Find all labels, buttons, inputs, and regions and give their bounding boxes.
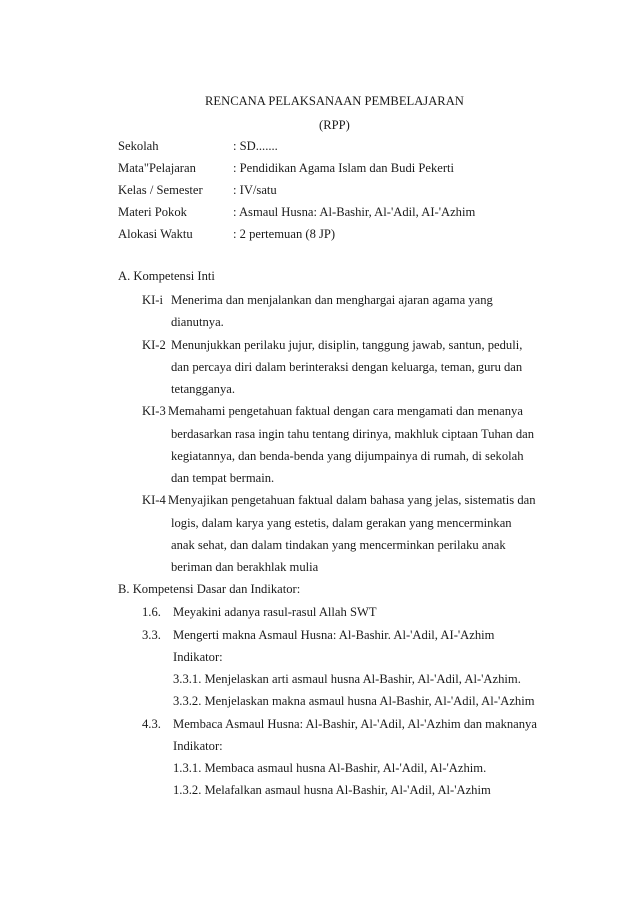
- identity-value: : Asmaul Husna: Al-Bashir, Al-'Adil, AI-'Azhim: [233, 205, 476, 219]
- ki-text: logis, dalam karya yang estetis, dalam gerakan yang mencerminkan: [171, 516, 512, 530]
- indicator-label: Indikator:: [173, 650, 223, 664]
- identity-value: : Pendidikan Agama Islam dan Budi Pekerti: [233, 161, 455, 175]
- ki-text: dan percaya diri dalam berinteraksi dengan keluarga, teman, guru dan: [171, 360, 523, 374]
- indicator-item: 3.3.1. Menjelaskan arti asmaul husna Al-Bashir, Al-'Adil, Al-'Azhim.: [173, 672, 521, 686]
- ki-text: kegiatannya, dan benda-benda yang dijumpainya di rumah, di sekolah: [171, 449, 524, 463]
- ki-text: tetangganya.: [171, 382, 235, 396]
- ki-text: Menunjukkan perilaku jujur, disiplin, tanggung jawab, santun, peduli,: [171, 338, 523, 352]
- kd-text: Meyakini adanya rasul-rasul Allah SWT: [173, 605, 377, 619]
- ki-code: KI-3: [142, 404, 166, 418]
- kd-text: Membaca Asmaul Husna: Al-Bashir, Al-'Adil, Al-'Azhim dan maknanya: [173, 717, 537, 731]
- document-title: RENCANA PELAKSANAAN PEMBELAJARAN: [205, 94, 464, 108]
- ki-text: anak sehat, dan dalam tindakan yang mencerminkan perilaku anak: [171, 538, 506, 552]
- document-subtitle: (RPP): [319, 118, 350, 132]
- ki-text: dianutnya.: [171, 315, 224, 329]
- kd-number: 1.6.: [142, 605, 161, 619]
- ki-code: KI-2: [142, 338, 166, 352]
- ki-text: dan tempat bermain.: [171, 471, 275, 485]
- ki-text: Menerima dan menjalankan dan menghargai ajaran agama yang: [171, 293, 493, 307]
- section-heading: B. Kompetensi Dasar dan Indikator:: [118, 582, 301, 596]
- ki-text: Menyajikan pengetahuan faktual dalam bahasa yang jelas, sistematis dan: [168, 493, 536, 507]
- indicator-item: 3.3.2. Menjelaskan makna asmaul husna Al-Bashir, Al-'Adil, Al-'Azhim: [173, 694, 535, 708]
- ki-text: berdasarkan rasa ingin tahu tentang dirinya, makhluk ciptaan Tuhan dan: [171, 427, 535, 441]
- identity-label: Sekolah: [118, 139, 159, 153]
- identity-label: Alokasi Waktu: [118, 227, 193, 241]
- identity-value: : IV/satu: [233, 183, 277, 197]
- ki-text: Memahami pengetahuan faktual dengan cara mengamati dan menanya: [168, 404, 523, 418]
- indicator-item: 1.3.2. Melafalkan asmaul husna Al-Bashir, Al-'Adil, Al-'Azhim: [173, 783, 491, 797]
- identity-value: : 2 pertemuan (8 JP): [233, 227, 336, 241]
- identity-label: Kelas / Semester: [118, 183, 203, 197]
- indicator-item: 1.3.1. Membaca asmaul husna Al-Bashir, Al-'Adil, Al-'Azhim.: [173, 761, 487, 775]
- identity-label: Mata"Pelajaran: [118, 161, 196, 175]
- ki-code: KI-4: [142, 493, 166, 507]
- kd-number: 4.3.: [142, 717, 161, 731]
- ki-code: KI-i: [142, 293, 163, 307]
- indicator-label: Indikator:: [173, 739, 223, 753]
- section-heading: A. Kompetensi Inti: [118, 269, 215, 283]
- ki-text: beriman dan berakhlak mulia: [171, 560, 319, 574]
- identity-label: Materi Pokok: [118, 205, 187, 219]
- kd-number: 3.3.: [142, 628, 161, 642]
- kd-text: Mengerti makna Asmaul Husna: Al-Bashir. Al-'Adil, AI-'Azhim: [173, 628, 495, 642]
- identity-value: : SD.......: [233, 139, 278, 153]
